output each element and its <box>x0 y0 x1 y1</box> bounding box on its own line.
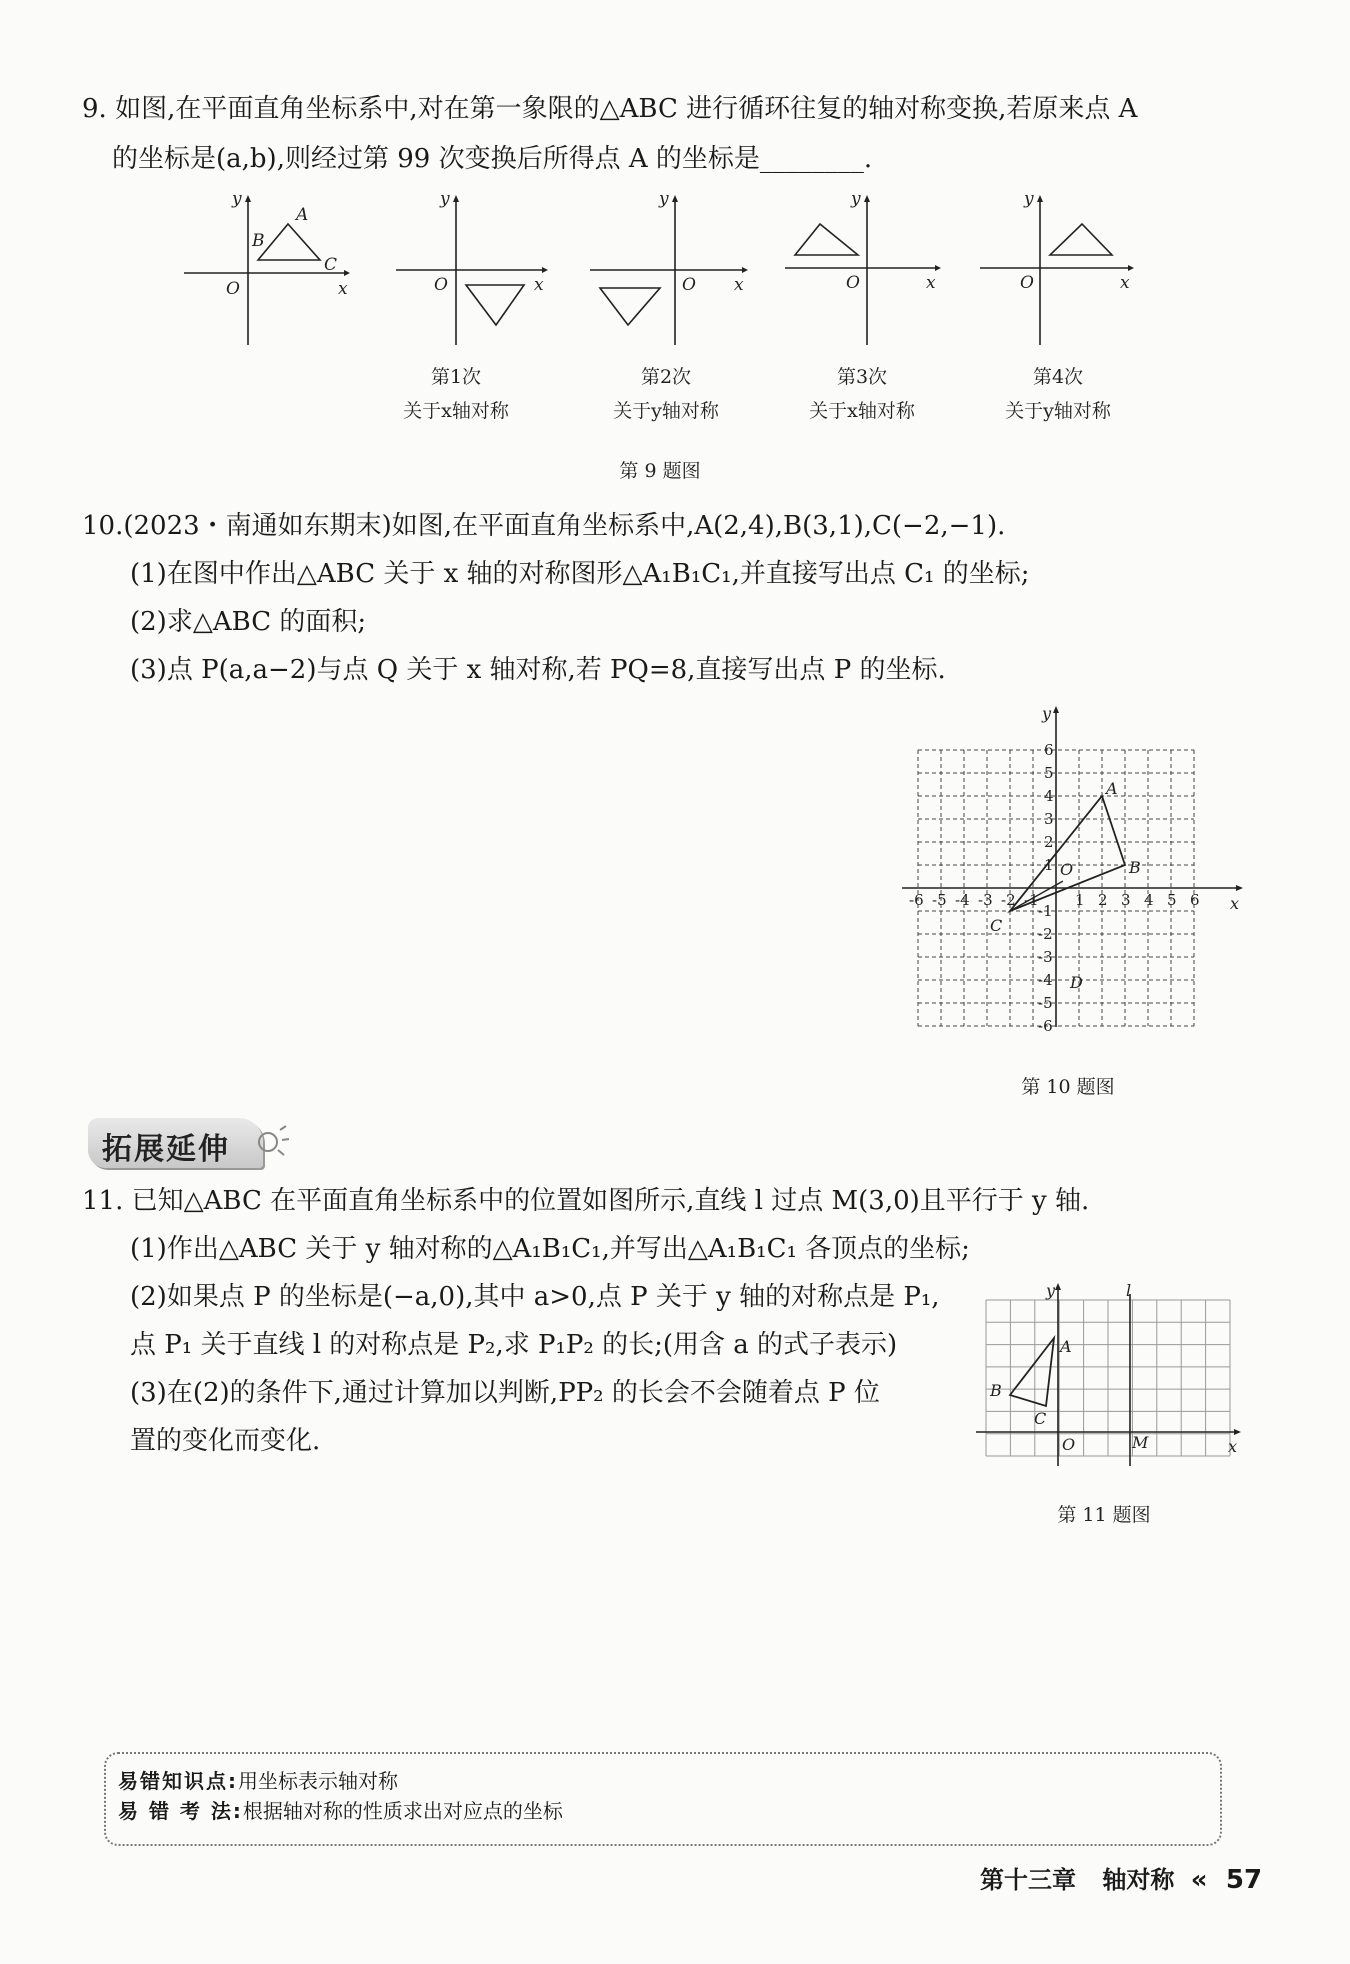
q9-text-line2: 的坐标是(a,b),则经过第 99 次变换后所得点 A 的坐标是________. <box>112 144 873 174</box>
q11-label-b: B <box>990 1381 1002 1400</box>
q10-grid-figure <box>890 705 1250 1035</box>
q10-x-tick: 2 <box>1098 891 1108 909</box>
q9-text-line1: 9. 如图,在平面直角坐标系中,对在第一象限的△ABC 进行循环往复的轴对称变换,若原来点 A <box>82 94 1138 124</box>
q9-panel3-step: 第3次 <box>836 366 888 388</box>
q9-p0-a-label: A <box>296 205 309 225</box>
svg-text:x: x <box>1120 273 1130 293</box>
q10-label-a: A <box>1106 779 1118 798</box>
q10-sub2: (2)求△ABC 的面积; <box>130 607 367 637</box>
q9-panel4-desc: 关于y轴对称 <box>1005 400 1111 422</box>
svg-text:y: y <box>851 190 861 209</box>
q10-y-tick: -2 <box>1038 925 1053 943</box>
q9-panel1-triangle <box>466 285 524 325</box>
q10-x-tick: 6 <box>1190 891 1200 909</box>
q10-label-b: B <box>1129 858 1141 877</box>
q9-p0-c-label: C <box>324 255 338 275</box>
q11-label-l: l <box>1126 1281 1132 1300</box>
double-chevron-left-icon: « <box>1190 1865 1208 1895</box>
q10-y-tick: -6 <box>1038 1017 1053 1035</box>
q10-y-tick: 2 <box>1044 833 1054 851</box>
section-banner <box>88 1118 263 1168</box>
q11-sub3-line2: 置的变化而变化. <box>130 1426 321 1456</box>
q10-x-tick: -2 <box>1001 891 1016 909</box>
tip-key1: 易错知识点: <box>118 1769 238 1793</box>
q9-figure <box>170 190 1140 360</box>
section-banner-label: 拓展延伸 <box>102 1132 230 1167</box>
q10-caption: 第 10 题图 <box>1021 1076 1115 1098</box>
q10-x-tick: -3 <box>978 891 993 909</box>
q10-label-d: D <box>1070 973 1083 992</box>
q11-label-a: A <box>1060 1337 1072 1356</box>
tip-key2: 易 错 考 法: <box>118 1799 243 1823</box>
q10-x-tick: -5 <box>932 891 947 909</box>
q9-p0-y-label: y <box>232 190 242 209</box>
tip-line1 <box>118 1766 398 1796</box>
q11-label-x: x <box>1228 1437 1238 1456</box>
q11-caption: 第 11 题图 <box>1057 1504 1151 1526</box>
q10-text-line1: 10.(2023・南通如东期末)如图,在平面直角坐标系中,A(2,4),B(3,1),C(−2,−1). <box>82 511 1006 541</box>
q11-label-c: C <box>1034 1409 1047 1428</box>
q10-sub3: (3)点 P(a,a−2)与点 Q 关于 x 轴对称,若 PQ=8,直接写出点 P 的坐标. <box>130 655 946 685</box>
q10-sub1: (1)在图中作出△ABC 关于 x 轴的对称图形△A₁B₁C₁,并直接写出点 C₁ 的坐标; <box>130 559 1030 589</box>
q10-y-tick: -1 <box>1038 902 1053 920</box>
q9-panel2-triangle <box>600 288 660 325</box>
svg-text:O: O <box>846 273 860 293</box>
q10-y-tick: 6 <box>1044 741 1054 759</box>
q9-p0-x-label: x <box>338 279 348 299</box>
svg-text:x: x <box>926 273 936 293</box>
q10-y-tick: 3 <box>1044 810 1054 828</box>
tip-value2: 根据轴对称的性质求出对应点的坐标 <box>242 1799 563 1823</box>
q11-label-o: O <box>1062 1435 1076 1454</box>
q10-x-tick: -6 <box>909 891 924 909</box>
q10-x-tick: 5 <box>1167 891 1177 909</box>
tip-line2 <box>118 1796 563 1826</box>
q10-label-x: x <box>1230 894 1240 913</box>
svg-text:y: y <box>440 190 450 209</box>
q10-x-tick: -4 <box>955 891 970 909</box>
page-footer <box>980 1860 1262 1895</box>
svg-text:x: x <box>534 275 544 295</box>
q9-panel3-desc: 关于x轴对称 <box>809 400 915 422</box>
svg-text:y: y <box>1024 190 1034 209</box>
q10-y-tick: -4 <box>1038 971 1053 989</box>
svg-text:y: y <box>659 190 669 209</box>
q9-caption: 第 9 题图 <box>619 460 701 482</box>
lightbulb-icon <box>252 1122 292 1162</box>
tip-value1: 用坐标表示轴对称 <box>238 1769 398 1793</box>
q10-x-tick: 1 <box>1075 891 1085 909</box>
svg-text:O: O <box>1020 273 1034 293</box>
footer-title: 轴对称 <box>1102 1866 1175 1894</box>
svg-text:x: x <box>734 275 744 295</box>
q11-sub2-line1: (2)如果点 P 的坐标是(−a,0),其中 a>0,点 P 关于 y 轴的对称点是 P₁, <box>130 1282 940 1312</box>
svg-text:O: O <box>682 275 696 295</box>
q10-y-tick: 1 <box>1044 856 1054 874</box>
q9-panel4-triangle <box>1050 224 1112 255</box>
q10-y-tick: -3 <box>1038 948 1053 966</box>
q11-grid-figure <box>972 1280 1250 1470</box>
q10-x-tick: 3 <box>1121 891 1131 909</box>
q11-sub2-line2: 点 P₁ 关于直线 l 的对称点是 P₂,求 P₁P₂ 的长;(用含 a 的式子表示) <box>130 1330 898 1360</box>
page-number: 57 <box>1225 1865 1263 1895</box>
q9-p0-b-label: B <box>252 231 265 251</box>
q11-text-line1: 11. 已知△ABC 在平面直角坐标系中的位置如图所示,直线 l 过点 M(3,0)且平行于 y 轴. <box>82 1186 1090 1216</box>
q10-y-tick: -5 <box>1038 994 1053 1012</box>
q10-label-y: y <box>1042 705 1052 723</box>
q9-p0-o-label: O <box>226 279 240 299</box>
q11-label-y: y <box>1046 1281 1056 1300</box>
q10-x-tick: -1 <box>1024 891 1039 909</box>
q9-panel2-step: 第2次 <box>640 366 692 388</box>
q10-label-o: O <box>1060 860 1074 879</box>
q11-label-m: M <box>1132 1433 1149 1452</box>
q9-panel4-step: 第4次 <box>1032 366 1084 388</box>
q9-panel2-desc: 关于y轴对称 <box>613 400 719 422</box>
q11-sub3-line1: (3)在(2)的条件下,通过计算加以判断,PP₂ 的长会不会随着点 P 位 <box>130 1378 880 1408</box>
q9-panel3-triangle <box>795 224 858 255</box>
q11-triangle-abc <box>1010 1338 1054 1406</box>
q11-sub1: (1)作出△ABC 关于 y 轴对称的△A₁B₁C₁,并写出△A₁B₁C₁ 各顶点的坐标; <box>130 1234 970 1264</box>
q9-panel1-step: 第1次 <box>430 366 482 388</box>
q10-x-tick: 4 <box>1144 891 1154 909</box>
q10-y-tick: 4 <box>1044 787 1054 805</box>
footer-chapter: 第十三章 <box>980 1866 1076 1894</box>
svg-text:O: O <box>434 275 448 295</box>
q10-label-c: C <box>990 916 1003 935</box>
q10-y-tick: 5 <box>1044 764 1054 782</box>
q9-panel1-desc: 关于x轴对称 <box>403 400 509 422</box>
q9-panel0-triangle <box>258 224 320 260</box>
